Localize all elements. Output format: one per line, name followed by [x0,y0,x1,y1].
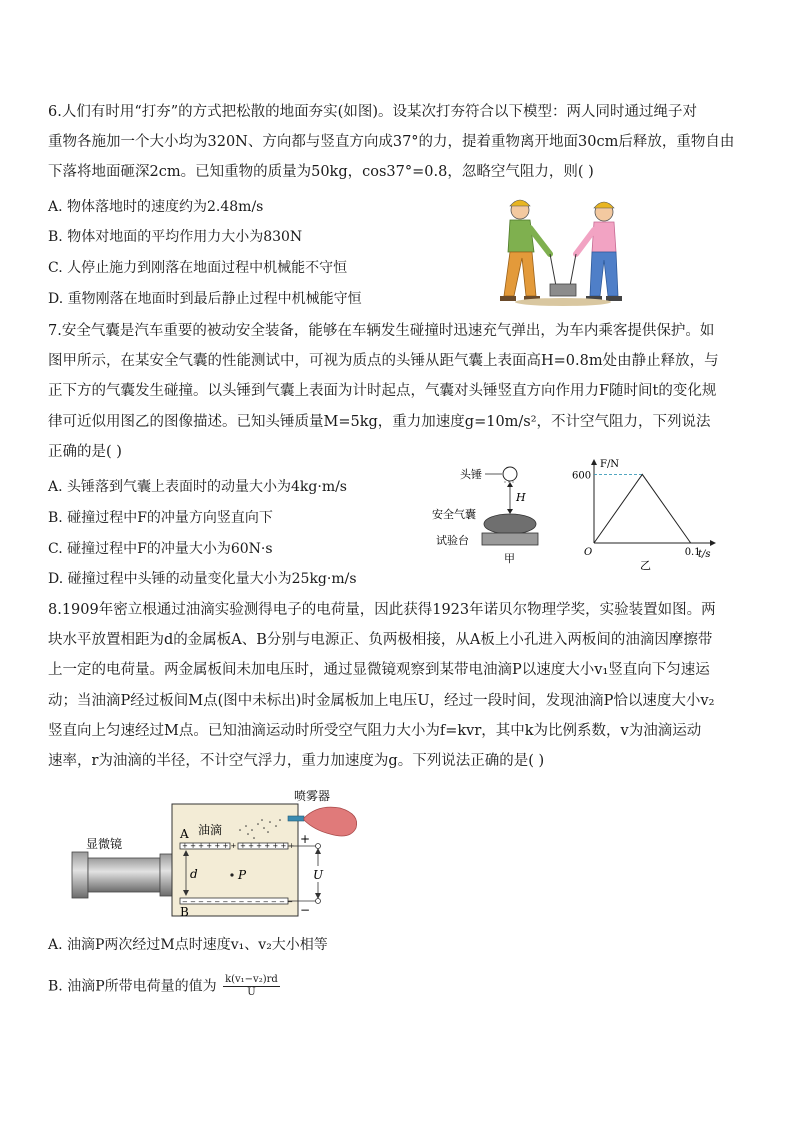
q8-line-5: 竖直向上匀速经过M点。已知油滴运动时所受空气阻力大小为f=kvr，其中k为比例系数，v为油滴运动 [48,723,702,739]
q8-line-3: 上一定的电荷量。两金属板间未加电压时，通过显微镜观察到某带电油滴P以速度大小v₁竖直向下匀速运 [48,662,710,678]
airbag-label: 安全气囊 [432,508,476,521]
q7-option-d: D. 碰撞过程中头锤的动量变化量大小为25kg·m/s [48,571,357,587]
y-axis-label: F/N [600,459,620,470]
charge-fraction [223,974,280,999]
q7-line-3: 正下方的气囊发生碰撞。以头锤到气囊上表面为计时起点，气囊对头锤竖直方向作用力F随时间t的变化规 [48,383,717,399]
q6-option-d: D. 重物刚落在地面时到最后静止过程中机械能守恒 [48,291,362,307]
q7-figure-a [430,460,548,568]
q7-option-b: B. 碰撞过程中F的冲量方向竖直向下 [48,510,273,526]
drop-p-label: P [238,868,247,882]
q6-option-a: A. 物体落地时的速度约为2.48m/s [48,199,264,215]
fraction-denominator: U [247,987,256,998]
x-tick-label: 0.1 [684,547,701,558]
voltage-u-label: U [313,868,324,882]
q8-line-1: 8.1909年密立根通过油滴实验测得电子的电荷量，因此获得1923年诺贝尔物理学奖，实验装置如图。两 [48,602,716,618]
q7-line-4: 律可近似用图乙的图像描述。已知头锤质量M=5kg，重力加速度g=10m/s²，不计空气阻力，下列说法 [48,414,711,430]
svg-text:− − − − − − − − − − − − − −: − − − − − − − − − − − − − − [182,898,294,906]
y-tick-label: 600 [572,470,592,482]
q6-option-c: C. 人停止施力到刚落在地面过程中机械能不守恒 [48,260,348,276]
origin-label: O [584,547,593,558]
height-h-label: H [516,491,526,504]
q8-line-4: 动；当油滴P经过板间M点(图中未标出)时金属板加上电压U，经过一段时间，发现油滴P恰以速度大小v₂ [48,693,715,709]
q7-option-c: C. 碰撞过程中F的冲量大小为60N·s [48,541,273,557]
figure-a-caption: 甲 [504,552,515,565]
force-series-line [594,474,691,543]
q7-line-2: 图甲所示，在某安全气囊的性能测试中，可视为质点的头锤从距气囊上表面高H=0.8m处由静止释放，与 [48,353,719,369]
plus-terminal-label: + [300,832,311,846]
q6-tamping-illustration [492,192,632,310]
plate-b-label: B [180,905,189,919]
x-axis-label: t/s [698,549,711,560]
q6-line-2: 重物各施加一个大小均为320N、方向都与竖直方向成37°的力，提着重物离开地面30cm后释放，重物自由 [48,134,735,150]
fraction-numerator: k(v₁−v₂)rd [225,974,278,985]
q6-line-3: 下落将地面砸深2cm。已知重物的质量为50kg，cos37°=0.8，忽略空气阻力，则( ) [48,164,594,180]
sprayer-label: 喷雾器 [294,789,331,803]
svg-text:+ + + + + + +: + + + + + + + [240,842,295,850]
q7-line-1: 7.安全气囊是汽车重要的被动安全装备，能够在车辆发生碰撞时迅速充气弹出，为车内乘客提供保护。如 [48,323,715,339]
q8-option-b-text: B. 油滴P所带电荷量的值为 [48,978,217,995]
oil-drop-label: 油滴 [198,823,223,837]
q8-millikan-apparatus [68,786,368,922]
q6-line-1: 6.人们有时用“打夯”的方式把松散的地面夯实(如图)。设某次打夯符合以下模型：两人同时通过绳子对 [48,104,697,120]
minus-terminal-label: − [300,903,311,917]
q6-option-b: B. 物体对地面的平均作用力大小为830N [48,229,303,245]
plate-a-label: A [180,827,189,841]
test-bench-label: 试验台 [436,534,469,547]
q8-line-2: 块水平放置相距为d的金属板A、B分别与电源正、负两极相接，从A板上小孔进入两板间的油滴因摩擦带 [48,632,713,648]
q7-figure-b-chart [570,455,720,571]
svg-text:+ + + + + + +: + + + + + + + [182,842,237,850]
q8-line-6: 速率，r为油滴的半径，不计空气浮力，重力加速度为g。下列说法正确的是( ) [48,753,545,769]
figure-b-caption: 乙 [640,559,651,571]
q7-line-5: 正确的是( ) [48,444,122,460]
microscope-label: 显微镜 [86,837,123,851]
q8-option-b [48,974,280,999]
distance-d-label: d [190,867,198,881]
q8-option-a: A. 油滴P两次经过M点时速度v₁、v₂大小相等 [48,937,328,953]
q7-option-a: A. 头锤落到气囊上表面时的动量大小为4kg·m/s [48,479,347,495]
head-hammer-label: 头锤 [460,468,482,481]
